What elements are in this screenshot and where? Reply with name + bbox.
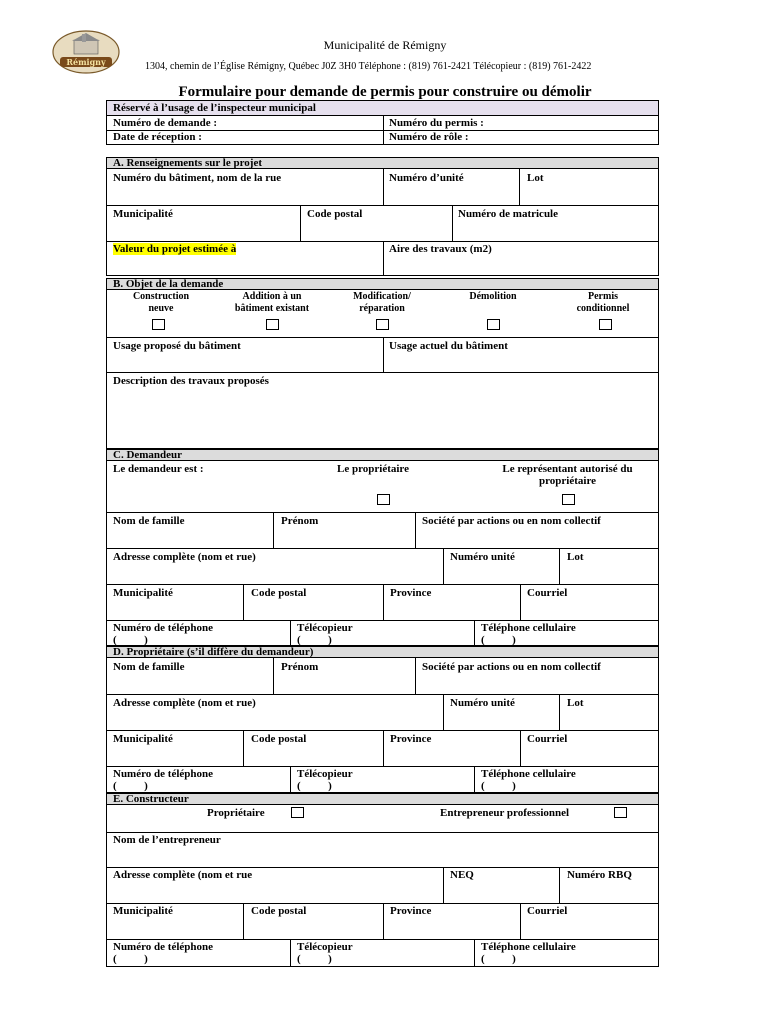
e-fax-field[interactable]: Télécopieur — [297, 941, 353, 953]
d-municipality-field[interactable]: Municipalité — [113, 733, 173, 745]
e-rbq-field[interactable]: Numéro RBQ — [567, 869, 632, 881]
d-lot-field[interactable]: Lot — [567, 697, 584, 709]
c-email-field[interactable]: Courriel — [527, 587, 568, 599]
e-phone-parens: ( ) — [113, 953, 148, 965]
e-contractor-checkbox[interactable] — [614, 807, 627, 818]
e-owner-label: Propriétaire — [207, 807, 265, 819]
option-conditional-label: Permis conditionnel — [576, 291, 630, 314]
d-cell-field[interactable]: Téléphone cellulaire — [481, 768, 576, 780]
lot-field[interactable]: Lot — [527, 172, 544, 184]
c-fax-parens: ( ) — [297, 634, 332, 646]
d-address-field[interactable]: Adresse complète (nom et rue) — [113, 697, 256, 709]
c-unit-field[interactable]: Numéro unité — [450, 551, 515, 563]
c-firstname-field[interactable]: Prénom — [281, 515, 319, 527]
c-cell-field[interactable]: Téléphone cellulaire — [481, 622, 576, 634]
conditional-permit-checkbox[interactable] — [599, 319, 612, 330]
option-modification-label: Modification/ réparation — [353, 291, 411, 314]
addition-checkbox[interactable] — [266, 319, 279, 330]
c-address-field[interactable]: Adresse complète (nom et rue) — [113, 551, 256, 563]
matricule-field[interactable]: Numéro de matricule — [458, 208, 558, 220]
d-email-field[interactable]: Courriel — [527, 733, 568, 745]
e-neq-field[interactable]: NEQ — [450, 869, 474, 881]
e-municipality-field[interactable]: Municipalité — [113, 905, 173, 917]
section-e-header: E. Constructeur — [106, 793, 659, 805]
d-province-field[interactable]: Province — [390, 733, 432, 745]
e-postal-field[interactable]: Code postal — [251, 905, 307, 917]
c-phone-parens: ( ) — [113, 634, 148, 646]
c-company-field[interactable]: Société par actions ou en nom collectif — [422, 515, 601, 527]
section-d-header: D. Propriétaire (s’il diffère du demandeur) — [106, 646, 659, 658]
request-number-label: Numéro de demande : — [113, 117, 217, 129]
d-fax-field[interactable]: Télécopieur — [297, 768, 353, 780]
applicant-owner-checkbox[interactable] — [377, 494, 390, 505]
proposed-use-field[interactable]: Usage proposé du bâtiment — [113, 340, 241, 352]
e-phone-field[interactable]: Numéro de téléphone — [113, 941, 214, 953]
e-province-field[interactable]: Province — [390, 905, 432, 917]
reserved-heading: Réservé à l’usage de l’inspecteur municipal — [113, 102, 316, 114]
e-fax-parens: ( ) — [297, 953, 332, 965]
c-phone-field[interactable]: Numéro de téléphone — [113, 622, 214, 634]
d-company-field[interactable]: Société par actions ou en nom collectif — [422, 661, 601, 673]
section-c-header: C. Demandeur — [106, 449, 659, 461]
form-title: Formulaire pour demande de permis pour construire ou démolir — [178, 84, 592, 100]
work-area-field[interactable]: Aire des travaux (m2) — [389, 243, 492, 255]
c-lot-field[interactable]: Lot — [567, 551, 584, 563]
e-cell-field[interactable]: Téléphone cellulaire — [481, 941, 576, 953]
e-cell-parens: ( ) — [481, 953, 516, 965]
e-contractor-label: Entrepreneur professionnel — [440, 807, 570, 819]
c-postal-field[interactable]: Code postal — [251, 587, 307, 599]
address-line: 1304, chemin de l’Église Rémigny, Québec J0Z 3H0 Téléphone : (819) 761-2421 Télécopieur : (819) 761-2422 — [145, 61, 592, 72]
demolition-checkbox[interactable] — [487, 319, 500, 330]
option-addition-label: Addition à un bâtiment existant — [234, 291, 310, 314]
c-province-field[interactable]: Province — [390, 587, 432, 599]
option-new-construction-label: Construction neuve — [132, 291, 190, 314]
c-fax-field[interactable]: Télécopieur — [297, 622, 353, 634]
e-email-field[interactable]: Courriel — [527, 905, 568, 917]
current-use-field[interactable]: Usage actuel du bâtiment — [389, 340, 508, 352]
e-owner-checkbox[interactable] — [291, 807, 304, 818]
c-lastname-field[interactable]: Nom de famille — [113, 515, 185, 527]
modification-checkbox[interactable] — [376, 319, 389, 330]
d-postal-field[interactable]: Code postal — [251, 733, 307, 745]
applicant-owner-label: Le propriétaire — [337, 463, 409, 475]
d-phone-field[interactable]: Numéro de téléphone — [113, 768, 214, 780]
d-lastname-field[interactable]: Nom de famille — [113, 661, 185, 673]
e-address-field[interactable]: Adresse complète (nom et rue — [113, 869, 253, 881]
c-cell-parens: ( ) — [481, 634, 516, 646]
d-phone-parens: ( ) — [113, 780, 148, 792]
applicant-is-label: Le demandeur est : — [113, 463, 204, 475]
d-firstname-field[interactable]: Prénom — [281, 661, 319, 673]
applicant-representative-checkbox[interactable] — [562, 494, 575, 505]
unit-field[interactable]: Numéro d’unité — [389, 172, 464, 184]
municipality-name: Municipalité de Rémigny — [323, 38, 447, 52]
c-municipality-field[interactable]: Municipalité — [113, 587, 173, 599]
d-unit-field[interactable]: Numéro unité — [450, 697, 515, 709]
project-value-field[interactable]: Valeur du projet estimée à — [113, 243, 237, 255]
section-a-header: A. Renseignements sur le projet — [106, 157, 659, 169]
building-field[interactable]: Numéro du bâtiment, nom de la rue — [113, 172, 282, 184]
svg-text:Rémigny: Rémigny — [66, 57, 106, 67]
municipality-field[interactable]: Municipalité — [113, 208, 173, 220]
new-construction-checkbox[interactable] — [152, 319, 165, 330]
postal-code-field[interactable]: Code postal — [307, 208, 363, 220]
option-demolition-label: Démolition — [469, 291, 517, 302]
d-fax-parens: ( ) — [297, 780, 332, 792]
applicant-representative-label: Le représentant autorisé du propriétaire — [502, 463, 633, 487]
received-date-label: Date de réception : — [113, 131, 202, 143]
work-description-field[interactable]: Description des travaux proposés — [113, 375, 269, 387]
d-cell-parens: ( ) — [481, 780, 516, 792]
e-contractor-name-field[interactable]: Nom de l’entrepreneur — [113, 834, 221, 846]
permit-number-label: Numéro du permis : — [389, 117, 484, 129]
roll-number-label: Numéro de rôle : — [389, 131, 469, 143]
section-b-header: B. Objet de la demande — [106, 278, 659, 290]
